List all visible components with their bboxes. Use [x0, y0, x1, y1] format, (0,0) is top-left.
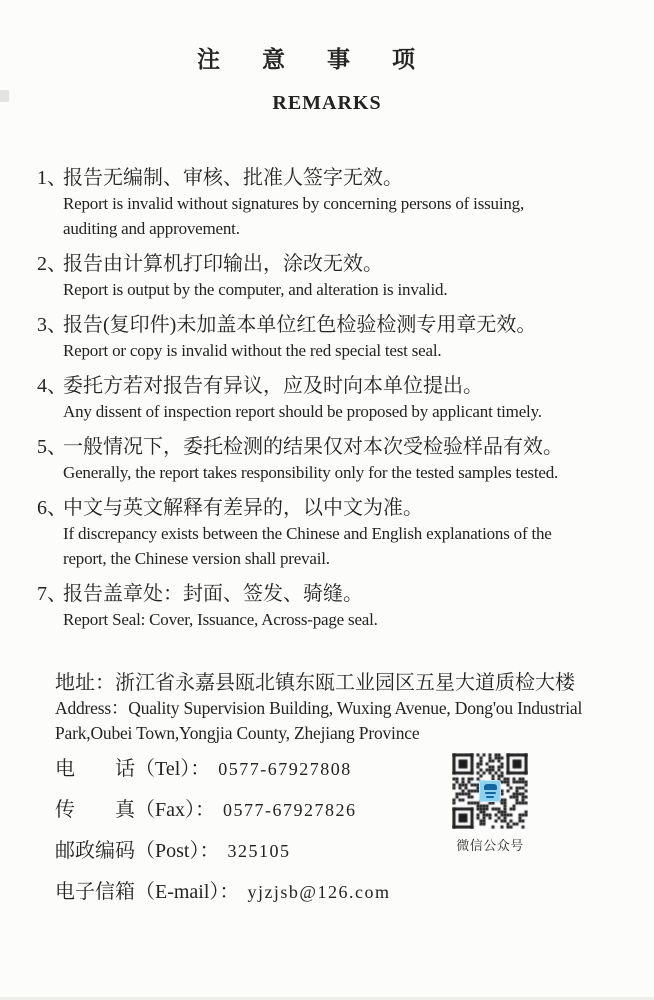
- email-value: yjzjsb@126.com: [247, 882, 391, 902]
- remark-english-line: Generally, the report takes responsibility only for the tested samples tested.: [63, 463, 559, 482]
- address-english-line-1: Address：Quality Supervision Building, Wuxing Avenue, Dong'ou Industrial: [55, 698, 583, 718]
- remark-number: 1、: [37, 167, 67, 189]
- fax-label: 传 真（Fax）：: [55, 799, 215, 821]
- contact-row-tel: [55, 757, 435, 783]
- remark-english-line: auditing and approvement.: [63, 219, 240, 238]
- remark-chinese: 报告无编制、审核、批准人签字无效。: [63, 167, 403, 189]
- remark-english-line: Report is output by the computer, and alteration is invalid.: [63, 280, 448, 299]
- remark-chinese: 报告(复印件)未加盖本单位红色检验检测专用章无效。: [63, 314, 537, 336]
- contact-row-post: [55, 839, 435, 865]
- tel-label: 电 话（Tel）：: [55, 758, 211, 780]
- remark-body: [63, 496, 627, 571]
- remark-body: [63, 166, 627, 241]
- post-value: 325105: [227, 841, 291, 861]
- remark-body: [63, 252, 627, 302]
- remark-english-line: Report is invalid without signatures by concerning persons of issuing,: [63, 194, 524, 213]
- remark-chinese: 中文与英文解释有差异的，以中文为准。: [63, 497, 423, 519]
- scan-artifact: [0, 90, 9, 102]
- remark-number: 2、: [37, 253, 67, 275]
- email-label: 电子信箱（E-mail）：: [55, 881, 240, 903]
- post-label: 邮政编码（Post）：: [55, 840, 220, 862]
- remark-item: [37, 496, 627, 571]
- remark-number: 4、: [37, 375, 67, 397]
- address-block: [55, 671, 640, 746]
- address-chinese: 地址：浙江省永嘉县瓯北镇东瓯工业园区五星大道质检大楼: [55, 672, 575, 694]
- contact-block: [55, 757, 435, 921]
- remark-chinese: 一般情况下，委托检测的结果仅对本次受检验样品有效。: [63, 436, 563, 458]
- contact-row-fax: [55, 798, 435, 824]
- page-title-english: REMARKS: [272, 92, 382, 114]
- page-title-chinese: 注意事项: [197, 47, 457, 72]
- remarks-list: [37, 166, 627, 643]
- remark-english-line: report, the Chinese version shall prevail.: [63, 549, 330, 568]
- remark-item: [37, 252, 627, 302]
- fax-value: 0577-67927826: [223, 800, 357, 820]
- address-english-line-2: Park,Oubei Town,Yongjia County, Zhejiang Province: [55, 723, 420, 743]
- remark-item: [37, 582, 627, 632]
- remark-item: [37, 435, 627, 485]
- qr-code: [452, 753, 528, 829]
- remark-english-line: Report Seal: Cover, Issuance, Across-page seal.: [63, 610, 378, 629]
- remark-number: 6、: [37, 497, 67, 519]
- remark-body: [63, 435, 627, 485]
- remark-item: [37, 313, 627, 363]
- remark-english-line: If discrepancy exists between the Chinese and English explanations of the: [63, 524, 552, 543]
- remark-number: 7、: [37, 583, 67, 605]
- remark-english-line: Any dissent of inspection report should be proposed by applicant timely.: [63, 402, 542, 421]
- remark-item: [37, 166, 627, 241]
- remark-body: [63, 313, 627, 363]
- remark-item: [37, 374, 627, 424]
- qr-center-logo-icon: [479, 780, 501, 802]
- remark-english-line: Report or copy is invalid without the red special test seal.: [63, 341, 442, 360]
- remark-chinese: 报告盖章处：封面、签发、骑缝。: [63, 583, 363, 605]
- remark-chinese: 委托方若对报告有异议，应及时向本单位提出。: [63, 375, 483, 397]
- wechat-qr-section: [452, 753, 528, 854]
- contact-row-email: [55, 880, 435, 906]
- remark-body: [63, 374, 627, 424]
- remark-chinese: 报告由计算机打印输出，涂改无效。: [63, 253, 383, 275]
- qr-caption: 微信公众号: [456, 838, 524, 853]
- tel-value: 0577-67927808: [218, 759, 352, 779]
- remark-number: 3、: [37, 314, 67, 336]
- remark-body: [63, 582, 627, 632]
- remark-number: 5、: [37, 436, 67, 458]
